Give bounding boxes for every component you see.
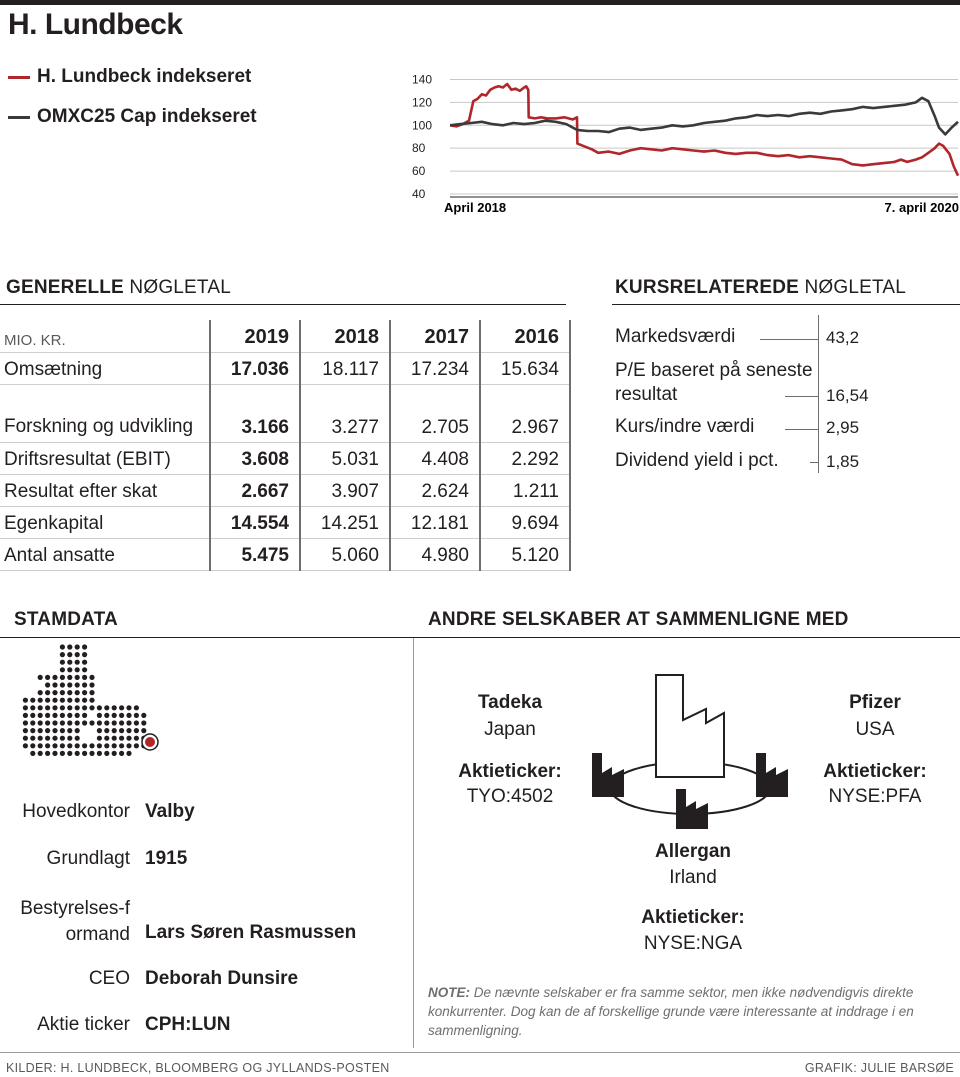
map-dot: [30, 743, 35, 748]
stamdata-label: Aktie ticker: [37, 1014, 130, 1035]
series-line-lundbeck: [450, 84, 958, 176]
stamdata-rule: [0, 637, 960, 638]
row-label: Antal ansatte: [0, 538, 210, 570]
stamdata-value: Deborah Dunsire: [145, 968, 299, 989]
table-cell: 4.408: [390, 442, 480, 474]
map-dot: [52, 713, 57, 718]
map-dot: [38, 751, 43, 756]
table-cell: 2.967: [480, 384, 570, 442]
table-row: [0, 538, 570, 570]
map-dot: [52, 682, 57, 687]
table-cell: 2.624: [390, 474, 480, 506]
map-dot: [52, 720, 57, 725]
company-country: USA: [855, 719, 895, 740]
stamdata-heading-text: STAMDATA: [14, 609, 118, 630]
map-dot: [82, 751, 87, 756]
map-dot: [97, 743, 102, 748]
stamdata-value: Valby: [145, 801, 195, 822]
top-rule: [0, 0, 960, 5]
map-dot: [30, 728, 35, 733]
table-row: [0, 384, 570, 442]
map-dot: [112, 743, 117, 748]
table-cell: 18.117: [300, 352, 390, 384]
table-cell: 3.907: [300, 474, 390, 506]
map-dot: [60, 751, 65, 756]
generelle-heading-rest: NØGLETAL: [123, 277, 231, 298]
generelle-table: [0, 320, 571, 571]
map-dot: [119, 713, 124, 718]
map-dot: [75, 690, 80, 695]
y-tick-label: 40: [412, 187, 426, 201]
andre-heading-text: ANDRE SELSKABER AT SAMMENLIGNE MED: [428, 609, 849, 630]
map-dot: [38, 705, 43, 710]
x-tick-label: 7. april 2020: [884, 200, 959, 215]
map-dot: [126, 705, 131, 710]
map-dot: [23, 743, 28, 748]
row-label: Omsætning: [0, 352, 210, 384]
year-header: 2017: [390, 320, 480, 352]
map-dot: [89, 705, 94, 710]
map-dot: [112, 720, 117, 725]
kurs-label: Markedsværdi: [615, 326, 736, 347]
table-cell: 2.705: [390, 384, 480, 442]
legend-item-omxc25: [8, 106, 257, 128]
map-dot: [75, 644, 80, 649]
map-dot: [75, 660, 80, 665]
map-dot: [82, 720, 87, 725]
map-dot: [23, 728, 28, 733]
row-label: Resultat efter skat: [0, 474, 210, 506]
stamdata-value: Lars Søren Rasmussen: [145, 922, 357, 943]
map-dot: [52, 698, 57, 703]
map-dot: [75, 652, 80, 657]
map-dot: [45, 720, 50, 725]
map-dot: [45, 713, 50, 718]
map-dot: [60, 682, 65, 687]
map-dot: [60, 660, 65, 665]
map-dot: [75, 705, 80, 710]
map-dot: [104, 720, 109, 725]
map-dot: [82, 644, 87, 649]
map-dot: [104, 736, 109, 741]
map-dot: [104, 751, 109, 756]
map-dot: [75, 751, 80, 756]
table-row: [0, 506, 570, 538]
map-dot: [104, 728, 109, 733]
stamdata-label: Hovedkontor: [22, 801, 130, 822]
legend-item-lundbeck: [8, 66, 251, 88]
map-dot: [30, 720, 35, 725]
map-dot: [67, 743, 72, 748]
map-dot: [30, 713, 35, 718]
map-dot: [38, 713, 43, 718]
map-dot: [134, 705, 139, 710]
map-dot: [67, 720, 72, 725]
map-dot: [52, 751, 57, 756]
table-cell: 2.667: [210, 474, 300, 506]
table-cell: 1.211: [480, 474, 570, 506]
table-cell: 15.634: [480, 352, 570, 384]
stamdata-heading: [14, 609, 118, 631]
location-marker-icon: [145, 737, 155, 747]
map-dot: [112, 713, 117, 718]
table-header-row: [0, 320, 570, 352]
map-dot: [75, 698, 80, 703]
factory-right-icon: [756, 753, 788, 797]
map-dot: [52, 728, 57, 733]
map-dot: [119, 705, 124, 710]
kurs-value: 2,95: [826, 418, 860, 437]
map-dot: [52, 675, 57, 680]
map-dot: [30, 751, 35, 756]
note-body: De nævnte selskaber er fra samme sektor, men ikke nødvendigvis direkte konkurrenter. Dog kan de af forskellige grunde være interessante at inddrage i en sammenligning.: [428, 985, 914, 1038]
y-tick-label: 100: [412, 118, 433, 133]
map-dot: [45, 690, 50, 695]
stamdata-value: 1915: [145, 848, 188, 869]
map-dot: [45, 751, 50, 756]
kurs-label: Kurs/indre værdi: [615, 416, 755, 437]
generelle-heading-bold: GENERELLE: [6, 277, 124, 298]
y-tick-label: 140: [412, 72, 433, 87]
denmark-dot-map: [8, 642, 168, 782]
legend-label: OMXC25 Cap indekseret: [37, 106, 257, 127]
map-dot: [82, 682, 87, 687]
map-dot: [89, 743, 94, 748]
map-dot: [52, 705, 57, 710]
map-dot: [82, 660, 87, 665]
map-dot: [30, 705, 35, 710]
y-tick-label: 120: [412, 95, 433, 110]
map-dot: [126, 743, 131, 748]
map-dot: [126, 720, 131, 725]
map-dot: [60, 705, 65, 710]
table-cell: 17.036: [210, 352, 300, 384]
note-bold: NOTE:: [428, 985, 470, 1000]
legend-swatch: [8, 76, 30, 79]
map-dot: [60, 736, 65, 741]
map-dot: [89, 720, 94, 725]
map-dot: [75, 728, 80, 733]
company-country: Japan: [484, 719, 536, 740]
map-dot: [38, 690, 43, 695]
map-dot: [89, 682, 94, 687]
kurs-value: 1,85: [826, 452, 860, 471]
x-tick-label: April 2018: [444, 200, 507, 215]
map-dot: [67, 690, 72, 695]
map-dot: [89, 698, 94, 703]
map-dot: [38, 720, 43, 725]
map-dot: [82, 690, 87, 695]
map-dot: [112, 751, 117, 756]
company-ticker: TYO:4502: [466, 786, 554, 807]
map-dot: [134, 728, 139, 733]
map-dot: [119, 720, 124, 725]
stamdata-label: Grundlagt: [46, 848, 130, 869]
map-dot: [141, 720, 146, 725]
kurs-leader: [785, 396, 818, 397]
company-name: Tadeka: [477, 692, 543, 713]
map-dot: [60, 690, 65, 695]
map-dot: [134, 713, 139, 718]
map-dot: [89, 675, 94, 680]
map-dot: [126, 736, 131, 741]
map-dot: [119, 743, 124, 748]
map-dot: [82, 667, 87, 672]
map-dot: [97, 705, 102, 710]
kurs-value: 16,54: [826, 386, 869, 405]
map-dot: [45, 705, 50, 710]
stamdata-label: CEO: [88, 968, 130, 989]
map-dot: [104, 713, 109, 718]
table-row: [0, 474, 570, 506]
factory-illustration: [580, 665, 800, 835]
map-dot: [89, 690, 94, 695]
map-dot: [97, 728, 102, 733]
map-dot: [67, 644, 72, 649]
map-dot: [60, 652, 65, 657]
stamdata-value: CPH:LUN: [145, 1014, 231, 1035]
section-divider: [413, 638, 414, 1048]
map-dot: [60, 743, 65, 748]
map-dot: [52, 736, 57, 741]
table-cell: 14.251: [300, 506, 390, 538]
map-dot: [126, 728, 131, 733]
table-cell: 17.234: [390, 352, 480, 384]
unit-label: MIO. KR.: [0, 320, 210, 352]
ticker-label: Aktieticker:: [458, 761, 562, 782]
map-dot: [38, 698, 43, 703]
factory-bottom-icon: [676, 789, 708, 829]
table-cell: 5.120: [480, 538, 570, 570]
map-dot: [67, 698, 72, 703]
map-dot: [89, 751, 94, 756]
map-dot: [119, 751, 124, 756]
legend-label: H. Lundbeck indekseret: [37, 66, 252, 87]
map-dot: [67, 736, 72, 741]
ticker-label: Aktieticker:: [823, 761, 927, 782]
kurs-label: Dividend yield i pct.: [615, 450, 779, 471]
map-dot: [75, 667, 80, 672]
map-dot: [97, 713, 102, 718]
map-dot: [112, 705, 117, 710]
footer-sources: KILDER: H. LUNDBECK, BLOOMBERG OG JYLLANDS-POSTEN: [6, 1061, 390, 1075]
map-dot: [141, 728, 146, 733]
map-dot: [75, 675, 80, 680]
map-dot: [60, 698, 65, 703]
map-dot: [38, 728, 43, 733]
map-dot: [45, 682, 50, 687]
year-header: 2019: [210, 320, 300, 352]
map-dot: [60, 713, 65, 718]
map-dot: [60, 644, 65, 649]
kurs-value: 43,2: [826, 328, 860, 347]
map-dot: [23, 736, 28, 741]
year-header: 2018: [300, 320, 390, 352]
kurs-divider: [818, 315, 819, 473]
map-dot: [67, 675, 72, 680]
map-dot: [52, 743, 57, 748]
map-dot: [134, 736, 139, 741]
year-header: 2016: [480, 320, 570, 352]
company-ticker: NYSE:PFA: [828, 786, 922, 807]
kurs-leader: [810, 462, 818, 463]
map-dot: [67, 652, 72, 657]
map-dot: [23, 720, 28, 725]
map-dot: [75, 713, 80, 718]
map-dot: [67, 660, 72, 665]
row-label: Driftsresultat (EBIT): [0, 442, 210, 474]
kurs-heading: [615, 277, 906, 299]
table-cell: 4.980: [390, 538, 480, 570]
map-dot: [60, 667, 65, 672]
map-dot: [60, 675, 65, 680]
map-dot: [134, 720, 139, 725]
map-dot: [82, 698, 87, 703]
map-dot: [38, 675, 43, 680]
row-label: Egenkapital: [0, 506, 210, 538]
map-dot: [60, 728, 65, 733]
map-dot: [97, 720, 102, 725]
y-tick-label: 60: [412, 164, 426, 179]
map-dot: [23, 705, 28, 710]
kurs-heading-rest: NØGLETAL: [799, 277, 907, 298]
generelle-heading: [6, 277, 231, 299]
map-dot: [104, 705, 109, 710]
map-dot: [126, 751, 131, 756]
page-title: H. Lundbeck: [8, 8, 183, 41]
map-dot: [82, 652, 87, 657]
map-dot: [45, 675, 50, 680]
map-dot: [97, 751, 102, 756]
map-dot: [75, 682, 80, 687]
table-row: [0, 442, 570, 474]
row-label: Forskning og udvikling: [0, 384, 210, 442]
map-dot: [104, 743, 109, 748]
map-dot: [38, 736, 43, 741]
map-dot: [67, 667, 72, 672]
table-row: [0, 352, 570, 384]
map-dot: [30, 698, 35, 703]
table-cell: 3.608: [210, 442, 300, 474]
map-dot: [67, 705, 72, 710]
map-dot: [75, 720, 80, 725]
map-dot: [45, 698, 50, 703]
map-dot: [30, 736, 35, 741]
map-dot: [126, 713, 131, 718]
map-dot: [75, 743, 80, 748]
company-ticker: NYSE:NGA: [643, 933, 743, 954]
footer-rule: [0, 1052, 960, 1053]
map-dot: [82, 743, 87, 748]
generelle-rule: [0, 304, 566, 305]
map-dot: [23, 698, 28, 703]
map-dot: [52, 690, 57, 695]
table-cell: 5.031: [300, 442, 390, 474]
footer-credit: GRAFIK: JULIE BARSØE: [804, 1061, 954, 1075]
kurs-rule: [612, 304, 960, 305]
map-dot: [134, 743, 139, 748]
kurs-heading-bold: KURSRELATEREDE: [615, 277, 800, 298]
table-cell: 9.694: [480, 506, 570, 538]
map-dot: [67, 751, 72, 756]
company-country: Irland: [669, 867, 717, 888]
map-dot: [119, 728, 124, 733]
map-dot: [75, 736, 80, 741]
map-dot: [119, 736, 124, 741]
factory-left-icon: [592, 753, 624, 797]
stamdata-label-text: Bestyrelses-formand: [20, 898, 130, 945]
table-cell: 3.277: [300, 384, 390, 442]
table-cell: 5.475: [210, 538, 300, 570]
series-line-omxc25: [450, 98, 958, 135]
andre-heading: [428, 609, 849, 631]
map-dot: [82, 713, 87, 718]
map-dot: [67, 682, 72, 687]
map-dot: [82, 705, 87, 710]
map-dot: [45, 743, 50, 748]
map-dot: [82, 675, 87, 680]
ticker-label: Aktieticker:: [641, 907, 745, 928]
kurs-leader: [760, 339, 818, 340]
note-text: [428, 983, 948, 1040]
kurs-leader: [785, 429, 818, 430]
map-dot: [67, 713, 72, 718]
map-dot: [45, 736, 50, 741]
map-dot: [112, 728, 117, 733]
main-factory-icon: [656, 675, 724, 777]
table-cell: 5.060: [300, 538, 390, 570]
company-name: Pfizer: [849, 692, 901, 713]
map-dot: [45, 728, 50, 733]
table-cell: 14.554: [210, 506, 300, 538]
table-cell: 12.181: [390, 506, 480, 538]
kurs-label: P/E baseret på seneste resultat: [615, 360, 813, 405]
map-dot: [141, 713, 146, 718]
map-dot: [112, 736, 117, 741]
map-dot: [23, 713, 28, 718]
legend-swatch: [8, 116, 30, 119]
stamdata-label: [2, 896, 130, 948]
map-dot: [38, 743, 43, 748]
table-cell: 2.292: [480, 442, 570, 474]
map-dot: [97, 736, 102, 741]
table-cell: 3.166: [210, 384, 300, 442]
y-tick-label: 80: [412, 141, 426, 156]
company-name: Allergan: [654, 841, 732, 862]
map-dot: [67, 728, 72, 733]
line-chart: [400, 60, 960, 220]
map-dot: [60, 720, 65, 725]
